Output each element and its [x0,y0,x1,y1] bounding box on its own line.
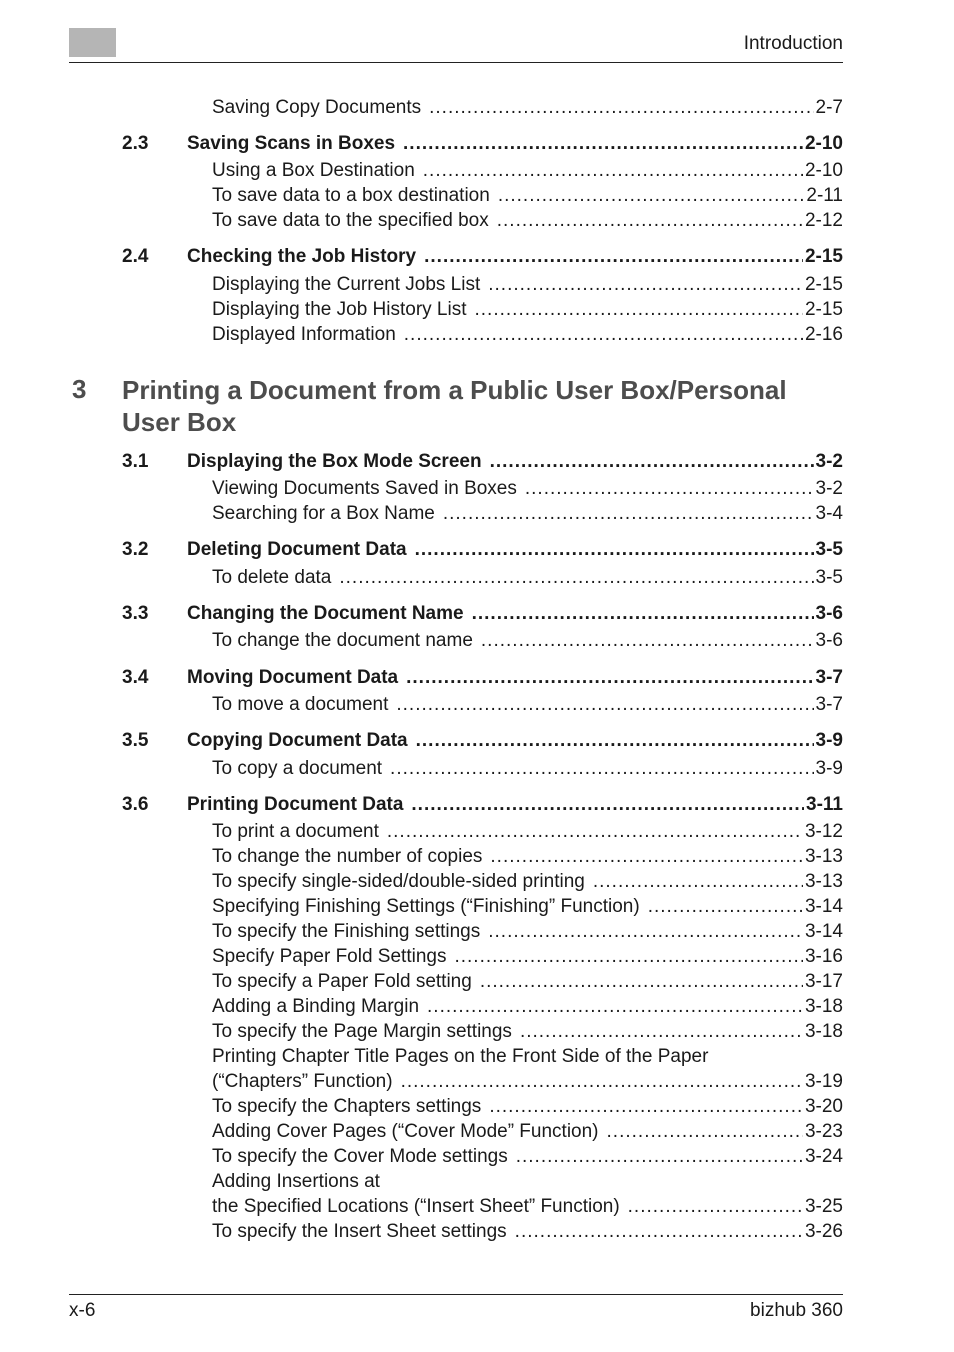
toc-section-3-1[interactable] [122,451,843,475]
toc-section-3-4[interactable] [122,667,843,691]
header-title: Introduction [743,33,843,54]
toc-entry-label: To specify the Finishing settings [212,921,481,942]
toc-entry[interactable] [212,971,843,995]
toc-entry[interactable] [212,1221,843,1245]
toc-entry-label: To specify a Paper Fold setting [212,971,472,992]
toc-entry-page: 3-19 [804,1071,843,1092]
leader-dots [339,567,813,589]
toc-section-2-4[interactable] [122,246,843,270]
section-page: 2-15 [804,246,843,267]
toc-entry-page: 3-18 [804,1021,843,1042]
toc-entry-page: 2-12 [804,210,843,231]
toc-entry[interactable] [212,567,843,591]
toc-entry-page: 3-9 [815,758,843,779]
leader-dots [454,946,803,968]
section-number: 3.4 [122,667,149,688]
leader-dots [396,694,813,716]
section-title: Saving Scans in Boxes [187,133,396,154]
leader-dots [525,478,814,500]
footer-rule [69,1294,843,1295]
leader-dots [401,1071,803,1093]
toc-entry-label: To move a document [212,694,389,715]
toc-entry-page: 3-13 [804,846,843,867]
section-title: Deleting Document Data [187,539,407,560]
toc-entry-page: 3-18 [804,996,843,1017]
section-title: Changing the Document Name [187,603,464,624]
toc-entry-label: Specify Paper Fold Settings [212,946,447,967]
toc-entry-label: To specify the Cover Mode settings [212,1146,508,1167]
toc-entry-page: 3-23 [804,1121,843,1142]
toc-entry[interactable] [212,210,843,234]
toc-entry-label: Saving Copy Documents [212,97,422,118]
toc-entry-label: Displaying the Job History List [212,299,467,320]
toc-entry-label: Adding a Binding Margin [212,996,420,1017]
toc-entry-label: Adding Cover Pages (“Cover Mode” Function) [212,1121,599,1142]
toc-entry-label: To save data to the specified box [212,210,489,231]
leader-dots [489,1096,803,1118]
leader-dots [628,1196,803,1218]
toc-entry[interactable] [212,630,843,654]
leader-dots [424,246,803,268]
toc-entry-label: To specify the Insert Sheet settings [212,1221,507,1242]
leader-dots [515,1221,803,1243]
chapter-number: 3 [72,374,87,404]
leader-dots [648,896,803,918]
toc-entry[interactable] [212,946,843,970]
section-number: 2.3 [122,133,149,154]
toc-entry[interactable] [212,503,843,527]
toc-entry[interactable] [212,324,843,348]
toc-entry-page: 2-11 [806,185,843,206]
leader-dots [404,324,803,346]
toc-entry[interactable] [212,1121,843,1145]
toc-entry-page: 2-10 [804,160,843,181]
leader-dots [427,996,803,1018]
toc-entry-label-line1: Printing Chapter Title Pages on the Front Side of the Paper [212,1046,709,1067]
toc-entry-label: To copy a document [212,758,383,779]
toc-entry[interactable] [212,896,843,920]
toc-entry-page: 3-12 [804,821,843,842]
toc-entry-label: the Specified Locations (“Insert Sheet” Function) [212,1196,620,1217]
toc-entry-label: Displayed Information [212,324,396,345]
section-number: 3.1 [122,451,149,472]
toc-entry-page: 3-4 [815,503,843,524]
toc-entry[interactable] [212,97,843,121]
toc-entry[interactable] [212,1196,843,1220]
toc-entry[interactable] [212,160,843,184]
toc-entry[interactable] [212,871,843,895]
leader-dots [593,871,803,893]
toc-entry-label: To specify single-sided/double-sided printing [212,871,585,892]
toc-entry-page: 3-20 [804,1096,843,1117]
section-page: 3-11 [806,794,843,815]
toc-section-3-5[interactable] [122,730,843,754]
toc-entry-label: Using a Box Destination [212,160,415,181]
section-title: Printing Document Data [187,794,404,815]
section-title: Displaying the Box Mode Screen [187,451,482,472]
toc-entry-label: Displaying the Current Jobs List [212,274,481,295]
header-rule [69,62,843,63]
leader-dots [415,539,814,561]
leader-dots [488,921,803,943]
section-page: 3-2 [815,451,843,472]
section-number: 3.2 [122,539,149,560]
leader-dots [387,821,803,843]
leader-dots [490,451,814,473]
toc-entry-page: 3-24 [804,1146,843,1167]
toc-entry-page: 3-14 [804,896,843,917]
section-number: 3.3 [122,603,149,624]
leader-dots [443,503,814,525]
leader-dots [480,971,803,993]
toc-entry-page: 3-7 [815,694,843,715]
section-title: Copying Document Data [187,730,408,751]
leader-dots [423,160,803,182]
leader-dots [475,299,803,321]
toc-entry-label: To change the document name [212,630,473,651]
toc-section-3-2[interactable] [122,539,843,563]
section-number: 2.4 [122,246,149,267]
toc-entry-label: To specify the Chapters settings [212,1096,482,1117]
toc-entry[interactable] [212,299,843,323]
toc-entry-page: 3-5 [815,567,843,588]
section-page: 3-9 [815,730,843,751]
leader-dots [390,758,813,780]
toc-entry-label: Searching for a Box Name [212,503,435,524]
toc-entry-page: 3-25 [804,1196,843,1217]
toc-entry[interactable] [212,1021,843,1045]
toc-entry-page: 3-17 [804,971,843,992]
leader-dots [406,667,813,689]
leader-dots [416,730,814,752]
toc-entry[interactable] [212,1096,843,1120]
toc-entry-page: 2-15 [804,274,843,295]
toc-entry-label: Specifying Finishing Settings (“Finishing” Function) [212,896,640,917]
toc-entry[interactable] [212,478,843,502]
header-gray-tab [69,28,116,57]
page-number: x-6 [69,1300,96,1321]
toc-entry[interactable] [212,996,843,1020]
leader-dots [488,274,803,296]
toc-entry-page: 3-26 [804,1221,843,1242]
toc-entry-page: 3-2 [815,478,843,499]
leader-dots [490,846,803,868]
toc-entry-page: 3-13 [804,871,843,892]
section-page: 2-10 [804,133,843,154]
leader-dots [481,630,814,652]
leader-dots [429,97,813,119]
product-name: bizhub 360 [750,1300,843,1321]
leader-dots [516,1146,803,1168]
toc-entry-label: (“Chapters” Function) [212,1071,393,1092]
toc-entry-page: 3-16 [804,946,843,967]
toc-entry-label: To delete data [212,567,332,588]
toc-entry[interactable] [212,921,843,945]
leader-dots [411,794,804,816]
toc-entry-page: 3-14 [804,921,843,942]
section-number: 3.6 [122,794,149,815]
section-number: 3.5 [122,730,149,751]
leader-dots [607,1121,803,1143]
toc-section-2-3[interactable] [122,133,843,157]
toc-section-3-6[interactable] [122,794,843,818]
leader-dots [498,185,805,207]
section-title: Moving Document Data [187,667,399,688]
leader-dots [472,603,814,625]
toc-entry[interactable] [212,1071,843,1095]
toc-entry[interactable] [212,1146,843,1170]
toc-entry-page: 3-6 [815,630,843,651]
toc-entry-page: 2-16 [804,324,843,345]
toc-entry-label: Viewing Documents Saved in Boxes [212,478,517,499]
toc-entry[interactable] [212,694,843,718]
toc-entry-label-line1: Adding Insertions at [212,1171,380,1192]
section-page: 3-7 [815,667,843,688]
section-page: 3-6 [815,603,843,624]
toc-entry-label: To print a document [212,821,379,842]
section-page: 3-5 [815,539,843,560]
leader-dots [520,1021,803,1043]
toc-section-3-3[interactable] [122,603,843,627]
toc-entry-page: 2-7 [815,97,843,118]
chapter-title[interactable]: Printing a Document from a Public User Box/Personal User Box [122,375,787,437]
toc-entry[interactable] [212,758,843,782]
toc-entry-label: To specify the Page Margin settings [212,1021,512,1042]
leader-dots [497,210,803,232]
toc-entry[interactable] [212,821,843,845]
leader-dots [403,133,803,155]
toc-entry-label: To change the number of copies [212,846,483,867]
toc-entry-page: 2-15 [804,299,843,320]
toc-entry[interactable] [212,846,843,870]
toc-entry-label: To save data to a box destination [212,185,490,206]
toc-entry[interactable] [212,274,843,298]
section-title: Checking the Job History [187,246,417,267]
toc-entry[interactable] [212,185,843,209]
